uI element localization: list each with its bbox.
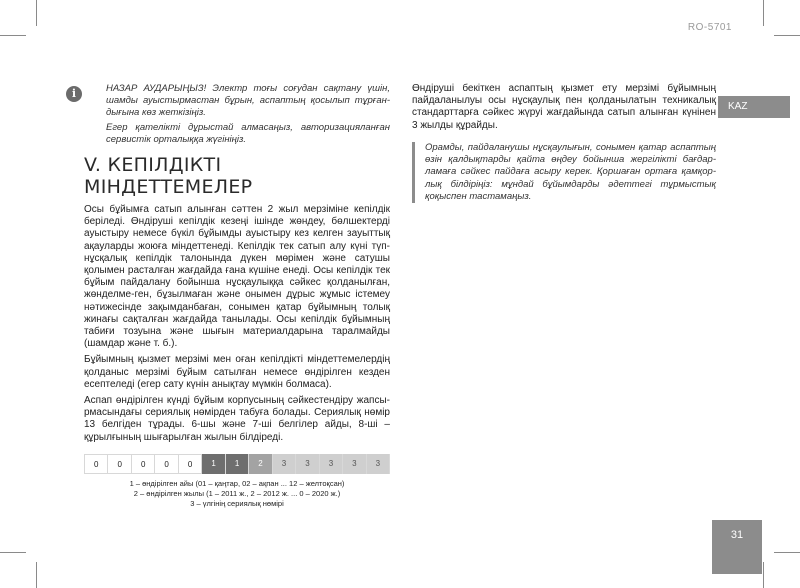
serial-digit: 0 — [132, 454, 155, 474]
serial-digit-year: 2 — [249, 454, 272, 474]
serial-digit: 0 — [155, 454, 178, 474]
crop-mark — [0, 35, 26, 36]
legend-line-month: 1 – өндірілген айы (01 – қаңтар, 02 – ақпан ... 12 – желтоқсан) — [129, 478, 345, 488]
legend-line-serial: 3 – үлгінің сериялық нөмірі — [190, 498, 284, 508]
serial-digit-model: 3 — [273, 454, 296, 474]
language-tab: KAZ — [718, 96, 790, 118]
serial-digit-model: 3 — [296, 454, 319, 474]
serial-digit: 0 — [108, 454, 131, 474]
service-life-text: Өндіруші бекіткен аспаптың қызмет ету мерзімі бұйымның пайдаланылуы осы нұсқаулық пен қолданылатын техникалық стандарттарға сәйкес жүруі жағдайында сатып алынған күнінен 3 жылды құрайды. — [412, 83, 716, 131]
serial-digit-model: 3 — [343, 454, 366, 474]
warning-text: НАЗАР АУДАРЫҢЫЗ! Электр тоғы соғудан сақтану үшін, шамды ауыстырмастан бұрын, аспаптың қосылып тұрған-дығына көз жеткізіңіз. — [106, 83, 390, 118]
left-column — [84, 83, 390, 509]
crop-mark — [36, 0, 37, 26]
model-number: RO-5701 — [687, 22, 732, 33]
crop-mark — [36, 562, 37, 588]
serial-digit-month: 1 — [202, 454, 225, 474]
serial-legend — [84, 479, 390, 509]
recycling-note — [412, 142, 716, 203]
crop-mark — [774, 35, 800, 36]
crop-mark — [763, 0, 764, 26]
serial-digit: 0 — [84, 454, 108, 474]
section-title: V. КЕПІЛДІКТІ МІНДЕТТЕМЕЛЕР — [84, 154, 253, 198]
right-column — [412, 83, 716, 206]
serial-digit-model: 3 — [367, 454, 390, 474]
serial-paragraph: Аспап өндірілген күнді бұйым корпусының сәйкестендіру жапсы-рмасындағы сериялық нөмірден табуға болады. Сериялық нөмір 13 белгіден тұрады. 6-шы және 7-ші белгілер айды, 8-ші – құрылғының шығарылған жылын білдіреді. — [84, 395, 390, 443]
warranty-paragraph: Осы бұйымға сатып алынған сәттен 2 жыл мерзіміне кепілдік беріледі. Өндіруші кепілдік кезеңі ішінде жөндеу, бөлшектерді ауыстыру немесе бүкіл бұйымды ауыстыру кез келген зауыттық ақауларды жоюға міндеттенеді. Кепілдік тек сатып алу күні түп-нұсқалық кепілдік талонында дүкен мөрімен және сатушы қолымен расталған жағдайда ғана күшіне енеді. Осы кепілдік тек бұйым пайдалану бойынша нұсқаулыққа сәйкес қолданылған, жөнделме-ген, бұзылмаған және онымен дұрыс жұмыс істемеу нәтижесінде зақымданбаған, сонымен қатар бұйымның толық жинағы сақталған жағдайда танылады. Осы кепілдік бұйымның табиғи тозуына және шығын материалдарына таралмайды (шамдар және т. б.). — [84, 204, 390, 350]
serial-number-diagram — [84, 454, 390, 474]
crop-mark — [0, 552, 26, 553]
recycling-note-text: Орамды, пайдаланушы нұсқаулығын, сонымен қатар аспаптың өзін қалдықтарды қайта өңдеу бойынша жергілікті бағдар-ламаға сәйкес пайдаға асыру керек. Қоршаған ортаға қамқор-лық білдіріңіз: мұндай бұйымдарды әдеттегі тұрмыстық қоқыспен тастамаңыз. — [425, 141, 716, 202]
info-icon: i — [66, 86, 82, 102]
serial-digit: 0 — [179, 454, 202, 474]
legend-line-year: 2 – өндірілген жылы (1 – 2011 ж., 2 – 2012 ж. ... 0 – 2020 ж.) — [133, 488, 341, 498]
service-life-paragraph: Бұйымның қызмет мерзімі мен оған кепілдікті міндеттемелердің қолданыс мерзімі бұйым сатылған немесе өндірілген кезден есептеледі (егер сату күнін анықтау мүмкін болмаса). — [84, 354, 390, 390]
warning-text-2: Егер қателікті дұрыстай алмасаңыз, авторизацияланған сервистік орталыққа жүгініңіз. — [106, 122, 390, 145]
serial-digit-model: 3 — [320, 454, 343, 474]
serial-digit-month: 1 — [226, 454, 249, 474]
page-number: 31 — [712, 520, 762, 574]
warning-block — [106, 83, 390, 146]
crop-mark — [774, 552, 800, 553]
crop-mark — [763, 562, 764, 588]
